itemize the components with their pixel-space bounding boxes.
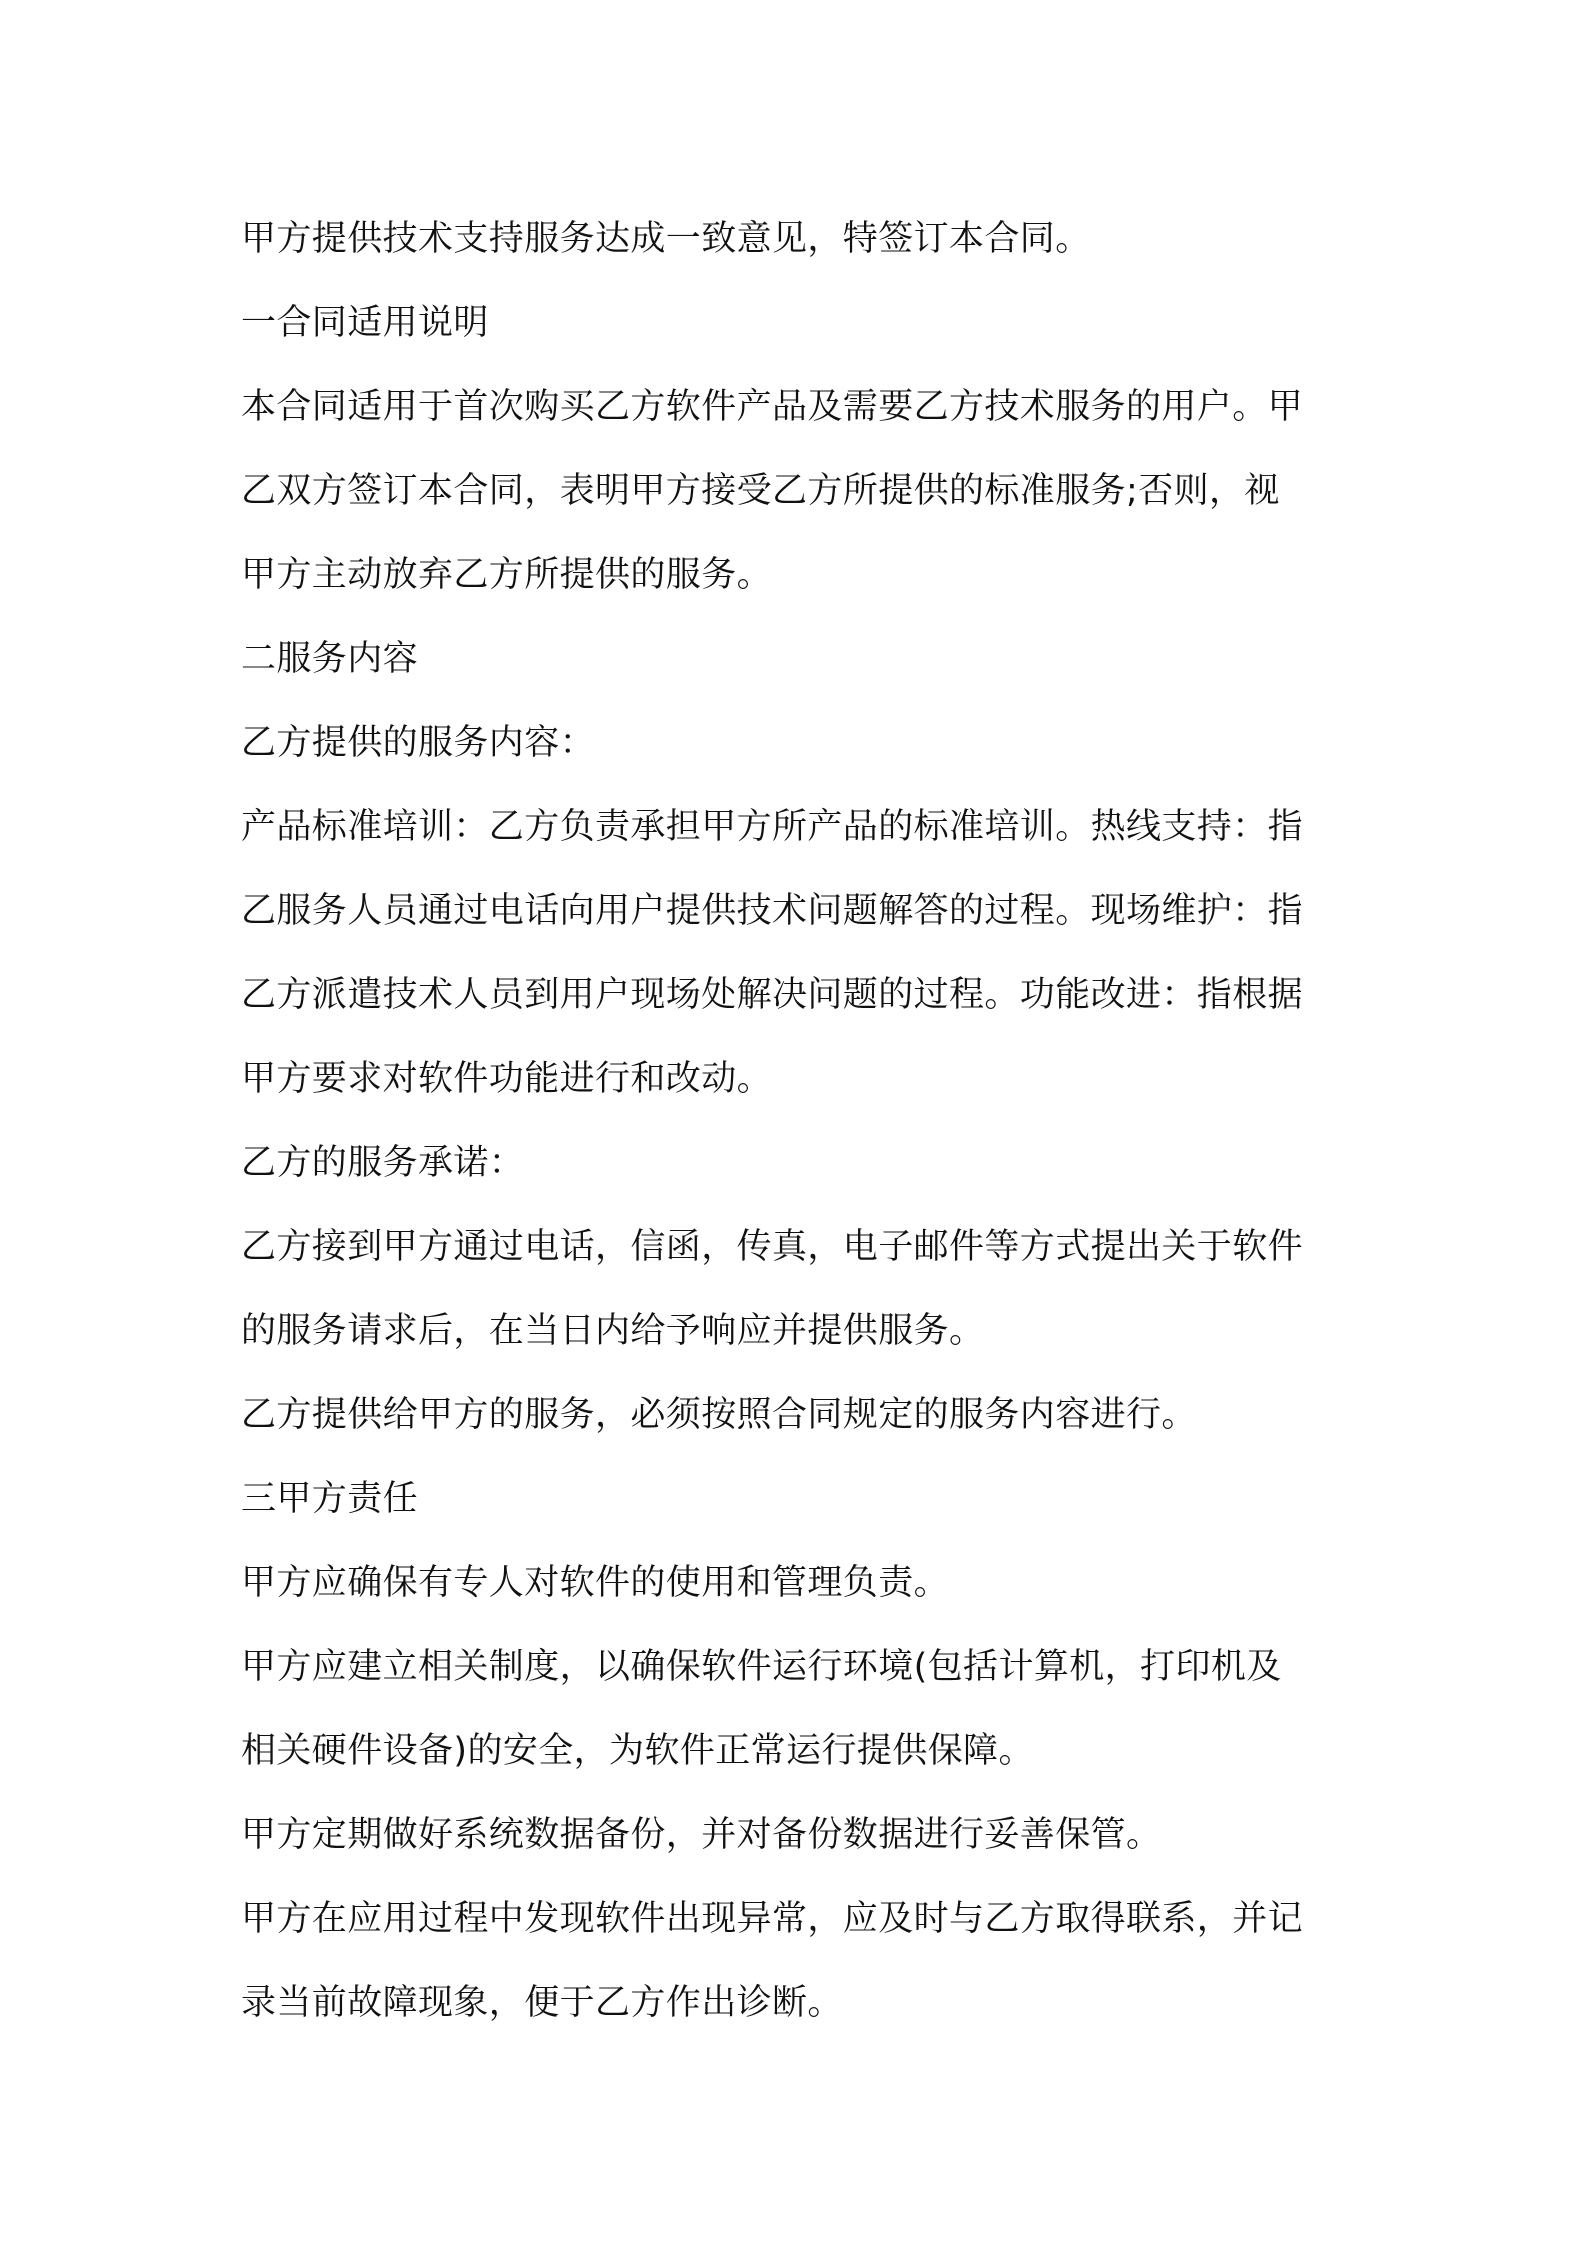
text-line: 乙方接到甲方通过电话，信函，传真，电子邮件等方式提出关于软件 <box>241 1227 1304 1267</box>
text-line: 本合同适用于首次购买乙方软件产品及需要乙方技术服务的用户。甲 <box>241 387 1304 427</box>
text-line: 甲方应确保有专人对软件的使用和管理负责。 <box>241 1563 950 1603</box>
text-line: 甲方主动放弃乙方所提供的服务。 <box>241 555 773 595</box>
text-line: 甲方应建立相关制度，以确保软件运行环境(包括计算机，打印机及 <box>241 1647 1282 1687</box>
document-body <box>241 197 1371 2045</box>
text-line: 产品标准培训：乙方负责承担甲方所产品的标准培训。热线支持：指 <box>241 807 1304 847</box>
text-line: 甲方定期做好系统数据备份，并对备份数据进行妥善保管。 <box>241 1815 1162 1855</box>
section-heading: 二服务内容 <box>241 639 419 679</box>
text-line: 乙方提供给甲方的服务，必须按照合同规定的服务内容进行。 <box>241 1395 1197 1435</box>
section-heading: 三甲方责任 <box>241 1479 419 1519</box>
text-line: 的服务请求后，在当日内给予响应并提供服务。 <box>241 1311 985 1351</box>
text-line: 乙方派遣技术人员到用户现场处解决问题的过程。功能改进：指根据 <box>241 975 1304 1015</box>
text-line: 乙双方签订本合同，表明甲方接受乙方所提供的标准服务;否则，视 <box>241 471 1280 511</box>
text-line: 乙服务人员通过电话向用户提供技术问题解答的过程。现场维护：指 <box>241 891 1304 931</box>
text-line: 录当前故障现象，便于乙方作出诊断。 <box>241 1983 843 2023</box>
text-line: 甲方提供技术支持服务达成一致意见，特签订本合同。 <box>241 219 1091 259</box>
text-line: 相关硬件设备)的安全，为软件正常运行提供保障。 <box>241 1731 1034 1771</box>
text-line: 甲方要求对软件功能进行和改动。 <box>241 1059 773 1099</box>
section-heading: 一合同适用说明 <box>241 303 489 343</box>
text-line: 甲方在应用过程中发现软件出现异常，应及时与乙方取得联系，并记 <box>241 1899 1304 1939</box>
text-line: 乙方提供的服务内容： <box>241 723 596 763</box>
text-line: 乙方的服务承诺： <box>241 1143 525 1183</box>
